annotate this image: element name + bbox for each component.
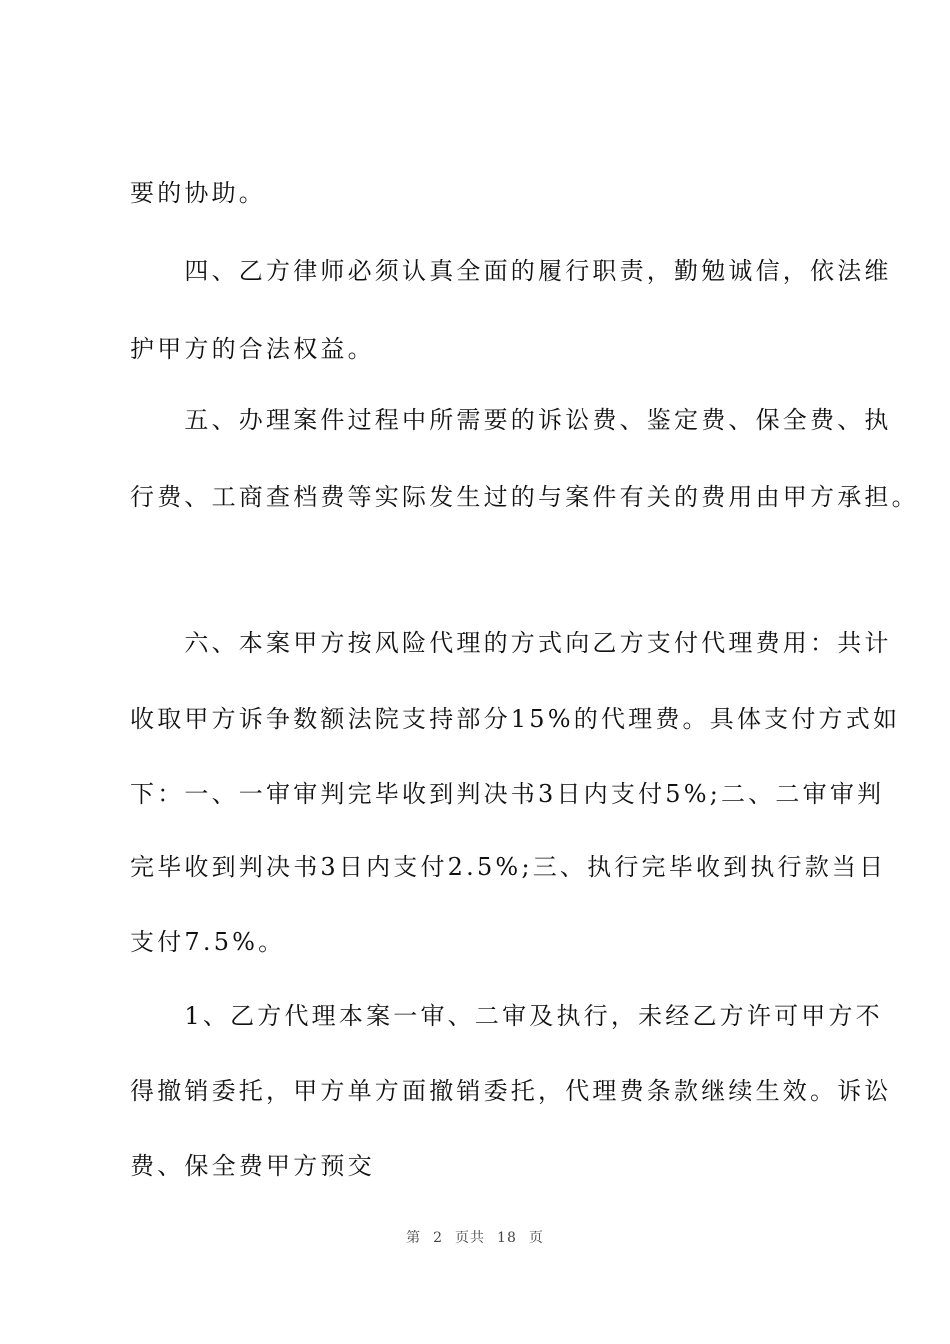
paragraph-line: 收取甲方诉争数额法院支持部分15%的代理费。具体支付方式如 [130,705,901,733]
paragraph-line: 1、乙方代理本案一审、二审及执行，未经乙方许可甲方不 [130,1002,883,1030]
paragraph-line: 四、乙方律师必须认真全面的履行职责，勤勉诚信，依法维 [130,257,892,285]
paragraph-line: 得撤销委托，甲方单方面撤销委托，代理费条款继续生效。诉讼 [130,1077,892,1105]
paragraph-line: 下：一、一审审判完毕收到判决书3日内支付5%;二、二审审判 [130,780,885,808]
paragraph-line: 要的协助。 [130,179,266,207]
paragraph-line: 支付7.5%。 [130,928,286,956]
total-page-count: 18 [497,1230,517,1246]
paragraph-line: 费、保全费甲方预交 [130,1152,375,1180]
paragraph-line: 护甲方的合法权益。 [130,335,375,363]
paragraph-line: 完毕收到判决书3日内支付2.5%;三、执行完毕收到执行款当日 [130,853,887,881]
footer-mid: 页共 [455,1230,486,1246]
page-number-footer [0,1227,950,1247]
paragraph-line: 六、本案甲方按风险代理的方式向乙方支付代理费用：共计 [130,629,892,657]
paragraph-line: 行费、工商查档费等实际发生过的与案件有关的费用由甲方承担。 [130,483,919,511]
paragraph-line: 五、办理案件过程中所需要的诉讼费、鉴定费、保全费、执 [130,406,892,434]
footer-prefix: 第 [406,1230,422,1246]
footer-suffix: 页 [528,1230,544,1246]
current-page-number: 2 [433,1230,444,1246]
